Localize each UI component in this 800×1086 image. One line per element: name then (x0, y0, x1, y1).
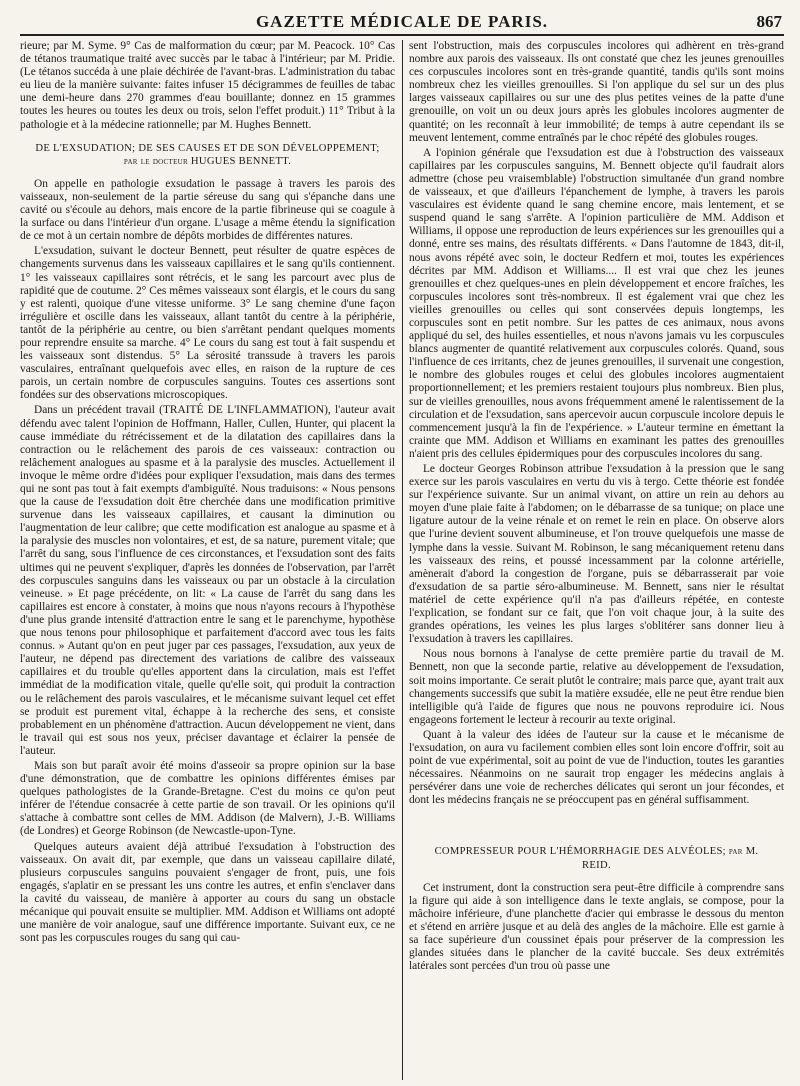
article-title: DE L'EXSUDATION; DE SES CAUSES ET DE SON DÉVELOPPEMENT; par le docteur HUGUES BENNETT. (35, 142, 380, 167)
page-header (20, 10, 784, 36)
text-columns (20, 40, 784, 1080)
paragraph: sent l'obstruction, mais des corpuscules incolores qui adhèrent en très-grand nombre aux parois des vaisseaux. Ils ont constaté que chez les jeunes grenouilles ces corpuscules incolores sont en très-grande quantité, tandis qu'ils sont moins nombreux chez les vieilles grenouilles. Si l'on applique du sel sur un des plus larges vaisseaux capillaires ou sur une des plus petites veines de la patte d'une grenouille, on voit un ou deux jours après les globules incolores augmenter de quantité; on les reconnaît à leur immobilité; de temps à autre cependant ils se meuvent lentement, comme entraînés par le choc répété des globules rouges. (408, 40, 784, 144)
paragraph: Quelques auteurs avaient déjà attribué l'exsudation à l'obstruction des vaisseaux. On avait dit, par exemple, que dans un vaisseau capillaire dilaté, plusieurs corpuscules sanguins pouvaient s'engager de front, puis, une fois engagés, s'aplatir en se pressant les uns contre les autres, et enfin s'enclaver dans la cavité du vaisseau, de manière à apporter au cours du sang un obstacle mécanique qui pouvait ensuite se multiplier. MM. Addison et Williams ont adopté une manière de voir analogue, sauf une différence importante. Suivant eux, ce ne sont pas les corpuscules rouges du sang qui cau- (20, 840, 396, 945)
paragraph: Quant à la valeur des idées de l'auteur sur la cause et le mécanisme de l'exsudation, on aura vu facilement combien elles sont loin encore d'offrir, soit au point de vue expérimental, soit au point de vue de l'induction, toutes les garanties nécessaires. Néanmoins on ne saurait trop engager les médecins anglais à persévérer dans une voie de recherches délicates qui seront un jour fécondes, et dont les médecins français ne se préoccupent pas en général suffisamment. (408, 728, 784, 807)
paragraph: Mais son but paraît avoir été moins d'asseoir sa propre opinion sur la base d'une démonstration, que de combattre les opinions différentes émises par quelques pathologistes de la Grande-Bretagne. C'est du moins ce qu'on peut inférer de l'étendue consacrée à cette partie de son travail. Or les opinions qu'il s'attache à combattre sont celles de MM. Addison (de Malvern), J.-B. Williams (de Londres) et George Robinson (de Newcastle-upon-Tyne. (20, 759, 396, 838)
right-column (409, 40, 784, 1080)
paragraph: Cet instrument, dont la construction sera peut-être difficile à comprendre sans la figure qui aide à son intelligence dans le texte anglais, se compose, pour la mâchoire inférieure, d'une planchette d'acier qui embrasse le dessous du menton et s'étend en arrière jusque et au delà des angles de la mâchoire. Elle est garnie à sa face supérieure d'un coussinet épais pour préserver de la compression les glandes situées dans le plancher de la cavité buccale. Ses deux extrémités latérales sont percées d'un trou où passe une (408, 881, 784, 973)
article-title: COMPRESSEUR POUR L'HÉMORRHAGIE DES ALVÉOLES; par M. REID. (434, 846, 759, 871)
column-divider (395, 40, 409, 1080)
paragraph: Le docteur Georges Robinson attribue l'exsudation à la pression que le sang exerce sur les parois vasculaires en vertu du vis à tergo. Cette théorie est fondée sur l'expérience suivante. Sur un animal vivant, on attire un rein au dehors au moyen d'une plaie faite à l'abdomen; on le débarrasse de sa tunique; on place une ligature autour de la veine rénale et on remet le rein en place. On observe alors que l'urine devient souvent albumineuse, et l'on trouve quelquefois une masse de lymphe dans la vessie. Suivant M. Robinson, le sang mécaniquement retenu dans les vaisseaux des reins, et poussé incessamment par la colonne artérielle, amènerait d'abord la congestion de l'organe, puis se débarrasserait par voie d'exsudation de sa partie séro-albumineuse. M. Bennett, sans nier le résultat matériel de cette expérience qu'il n'a pas d'ailleurs répétée, en conteste l'explication, se fondant sur ce fait, que l'on voit chaque jour, à la suite des grandes opérations, les veines les plus larges s'oblitérer sans donner lieu à l'exsudation à travers les capillaires. (408, 463, 784, 646)
left-column (20, 40, 395, 1080)
paragraph: Dans un précédent travail (TRAITÉ DE L'INFLAMMATION), l'auteur avait défendu avec talent l'opinion de Hoffmann, Haller, Cullen, Hunter, qui placent la cause immédiate du rétrécissement et de la dilatation des capillaires dans la contraction ou le relâchement des parois de ces vaisseaux: contraction ou relâchement analogues au spasme et à la paralysie des muscles. Actuellement il invoque le même ordre d'idées pour expliquer l'exsudation, mais dans des termes qui ne sont pas tout à fait exempts d'ambiguïté. Nous traduisons: « Nous pensons que la cause de l'exsudation doit être cherchée dans une modification primitive survenue dans les vaisseaux capillaires, et causant la diminution ou l'augmentation de leur calibre; que cette modification est analogue au spasme et à la paralysie des muscles non volontaires, et est, de sa nature, purement vitale; que l'arrêt du sang, sous l'influence de ces circonstances, et l'exsudation sont des faits ultimes qui ne peuvent s'expliquer, d'après les données de l'observation, par l'arrêt des corpuscules sanguins dans les vaisseaux ou par un obstacle à la circulation veineuse. » Et page précédente, on lit: « La cause de l'arrêt du sang dans les capillaires est encore à constater, à moins que nous n'ayons recours à l'hypothèse d'une plus grande intensité d'attraction entre le sang et le parenchyme, hypothèse que nous tenons pour philosophique et parfaitement d'accord avec tous les faits connus. » Autant qu'on en peut juger par ces passages, l'exsudation, aux yeux de l'auteur, ne dépend pas directement des variations de calibre des vaisseaux capillaires et du trouble qu'elles apportent dans la circulation, mais est l'effet immédiat de la modification vitale, quelle qu'elle soit, qui produit la contraction ou le relâchement des parois vasculaires, et le mécanisme suivant lequel cet effet se produit est purement vital, échappe à la recherche des sens, et consiste probablement en un phénomène d'attraction. Aucun développement ne vient, dans le travail qui est sous nos yeux, préciser davantage et éclairer la pensée de l'auteur. (20, 404, 396, 757)
paragraph: L'exsudation, suivant le docteur Bennett, peut résulter de quatre espèces de changements survenus dans les vaisseaux capillaires et le sang qu'ils contiennent. 1° les vaisseaux capillaires sont rétrécis, et le sang les parcourt avec plus de rapidité que de coutume. 2° Ces mêmes vaisseaux sont élargis, et le cours du sang y est ralenti, quoique d'une vitesse uniforme. 3° Le sang chemine d'une façon irrégulière et oscille dans les vaisseaux, allant tantôt du centre à la périphérie, tantôt de la périphérie au centre, ou bien s'arrêtant pendant quelques moments pour reprendre ensuite sa marche. 4° Le cours du sang est tout à fait suspendu et les vaisseaux sont distendus. 5° La sérosité transsude à travers les parois vasculaires, entraînant quelquefois avec elles, en raison de la rupture de ces parois, un certain nombre de corpuscules sanguins. Toutes ces assertions sont fondées sur des observations microscopiques. (20, 245, 396, 402)
continued-text: rieure; par M. Syme. 9° Cas de malformation du cœur; par M. Peacock. 10° Cas de tétanos traumatique traité avec succès par le tabac à l'intérieur; par M. Pridie. (Le tétanos succéda à une plaie déchirée de l'avant-bras. L'administration du tabac eu lieu de la manière suivante: faites infuser 15 décigrammes de feuilles de tabac une demi-heure dans 270 grammes d'eau bouillante; donnez en 15 grammes toutes les heures ou toutes les deux ou trois, selon l'effet produit.) 11° Tribut à la pathologie et à la médecine rationnelle; par M. Hughes Bennett. (20, 40, 396, 131)
page-number: 867 (756, 12, 782, 31)
paragraph: Nous nous bornons à l'analyse de cette première partie du travail de M. Bennett, non que la seconde partie, relative au développement de l'exsudation, soit moins importante. Ce serait plutôt le contraire; mais parce que, ayant trait aux changements successifs que subit la matière exsudée, elle ne peut être rendue bien intelligible qu'à l'aide de figures que nous ne pouvons reproduire ici. Nous engageons fortement le lecteur à recourir au texte original. (408, 648, 784, 726)
journal-title: GAZETTE MÉDICALE DE PARIS. (255, 12, 549, 31)
section-spacer (409, 809, 784, 835)
paragraph: A l'opinion générale que l'exsudation est due à l'obstruction des vaisseaux capillaires par les corpuscules sanguins, M. Bennett objecte qu'il faudrait alors admettre (chose peu vraisemblable) l'obstruction simultanée d'un grand nombre de vaisseaux, et que d'ailleurs l'épanchement de lymphe, à travers les parois vasculaires est évidente quand le sang chemine encore, mais lentement, et se suspend quand le sang s'arrête. A l'opinion particulière de MM. Addison et Williams, il oppose une reproduction de leurs expériences sur les grenouilles qui a donné, entre ses mains, des résultats différents. « Dans l'automne de 1843, dit-il, nous avons répété avec soin, le docteur Redfern et moi, toutes les expériences décrites par MM. Addison et Williams.... Il est vrai que chez les jeunes grenouilles et chez quelques-unes en plein développement et encore fraîches, les corpuscules incolores sont très-nombreux. Il est également vrai que chez les vieilles grenouilles ou celles qui sont conservées depuis longtemps, les corpuscules sont en petit nombre. Sur les pattes de ces animaux, nous avons appliqué du sel, des huiles essentielles, et nous n'avons jamais vu les corpuscules blancs augmenter de quantité relativement aux corpuscules colorés. Quand, sous l'influence de ces irritants, chez de jeunes grenouilles, il survenait une congestion, le nombre des globules rouges et celui des globules incolores augmentaient proportionnellement; et les premiers restaient toujours plus nombreux. Bien plus, sur de vieilles grenouilles, nous avons fréquemment amené le ralentissement de la circulation et de l'exsudation, sans apercevoir aucun corpuscule incolore depuis le commencement jusqu'à la fin de l'expérience. » L'auteur termine en émettant la crainte que MM. Addison et Williams en examinant les pattes des grenouilles n'aient pris des cellules épidermiques pour des corpuscules incolores du sang. (408, 146, 784, 460)
paragraph: On appelle en pathologie exsudation le passage à travers les parois des vaisseaux, non-seulement de la partie séreuse du sang qui s'épanche dans une cavité ou s'écoule au dehors, mais encore de la partie fibrineuse qui se coagule à la surface ou dans l'intérieur d'un organe. L'usage a même étendu la signification de ce mot à un certain nombre de dépôts morbides de différentes natures. (20, 177, 396, 243)
